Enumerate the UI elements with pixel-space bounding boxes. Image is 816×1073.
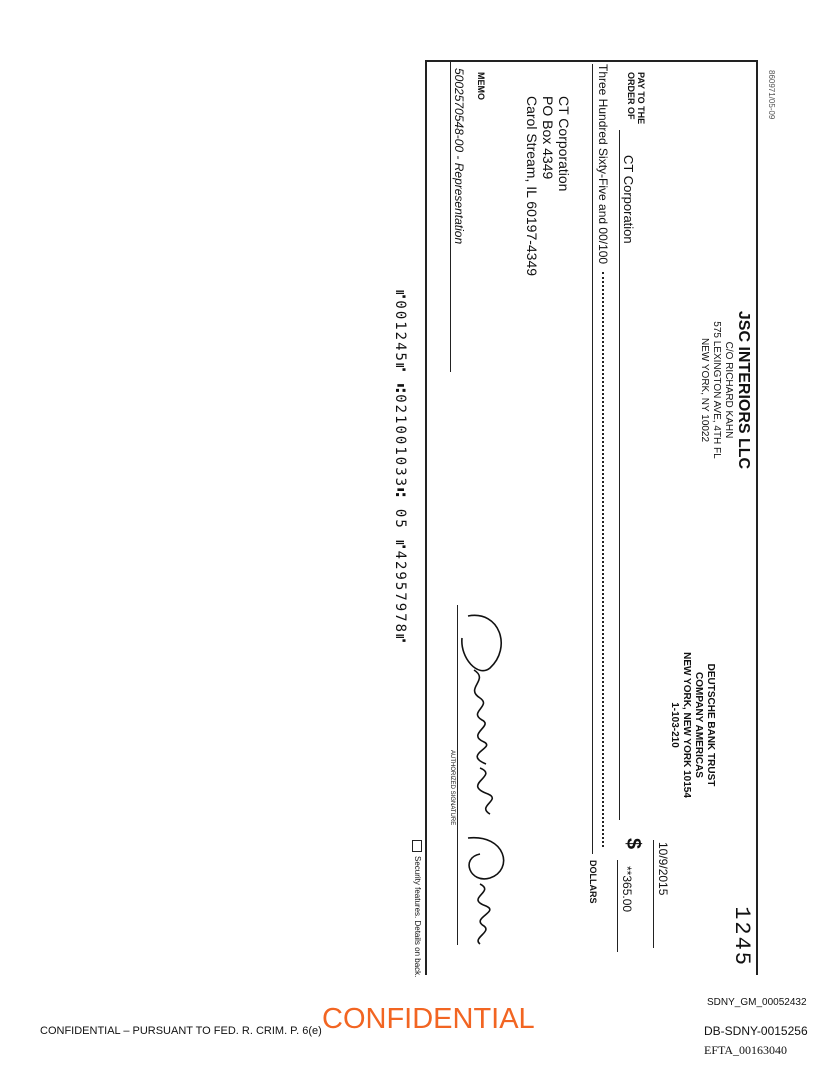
company-line-3: NEW YORK, NY 10022 <box>699 337 710 443</box>
company-line-1: C/O RICHARD KAHN <box>723 341 734 439</box>
pay-to-label-1: PAY TO THE <box>636 72 646 125</box>
check-number: 1245 <box>729 906 754 967</box>
bates-number-2: DB-SDNY-0015256 <box>704 1024 808 1038</box>
authorized-signature-label: AUTHORIZED SIGNATURE <box>449 750 455 826</box>
security-features-text: Security features. Details on back. <box>413 856 422 978</box>
bank-line-3: NEW YORK, NEW YORK 10154 <box>681 652 692 798</box>
payee-address-line-1: CT Corporation <box>556 96 572 192</box>
amount-line <box>617 860 618 952</box>
check-date: 10/9/2015 <box>656 842 670 896</box>
amount-written-line <box>592 64 593 854</box>
confidential-pursuant-text: CONFIDENTIAL – PURSUANT TO FED. R. CRIM. P. 6(e) <box>40 1025 322 1037</box>
payee-address-line-2: PO Box 4349 <box>540 96 556 180</box>
bank-block <box>668 650 716 800</box>
pay-to-label <box>626 72 646 124</box>
amount-numeric: **365.00 <box>620 866 634 913</box>
bates-number-1: SDNY_GM_00052432 <box>707 997 807 1008</box>
lock-icon <box>412 840 422 852</box>
date-line <box>653 840 654 948</box>
dollar-sign: $ <box>622 838 644 850</box>
bates-number-3: EFTA_00163040 <box>704 1043 788 1057</box>
payee-address-line-3: Carol Stream, IL 60197-4349 <box>524 96 540 277</box>
memo-line <box>450 62 451 372</box>
amount-fill-dots <box>602 272 604 847</box>
pay-to-label-2: ORDER OF <box>626 72 636 120</box>
check-top-code: 860971/05-09 <box>767 70 776 120</box>
bank-line-4: 1-103-210 <box>669 702 680 748</box>
payee-line <box>619 130 620 820</box>
bank-line-1: DEUTSCHE BANK TRUST <box>705 663 716 787</box>
signature-line <box>457 605 458 945</box>
payee-address <box>524 96 572 276</box>
bank-line-2: COMPANY AMERICAS <box>693 672 704 778</box>
memo-value: 50025705​48-00 - Representation <box>452 68 466 245</box>
company-name: JSC INTERIORS LLC <box>735 310 752 470</box>
confidential-stamp: CONFIDENTIAL <box>322 1003 535 1035</box>
company-block <box>698 270 752 510</box>
check-image <box>392 60 776 978</box>
signature-image <box>450 608 520 948</box>
company-line-2: 575 LEXINGTON AVE, 4TH FL <box>711 321 722 459</box>
micr-line: ⑈001245⑈ ⑆021001033⑆ 05 ⑈42957978⑈ <box>392 290 408 645</box>
memo-label: MEMO <box>476 72 486 100</box>
dollars-label: DOLLARS <box>588 860 598 904</box>
payee-name: CT Corporation <box>621 155 636 244</box>
amount-written: Three Hundred Sixty-Five and 00/100 <box>596 64 610 265</box>
